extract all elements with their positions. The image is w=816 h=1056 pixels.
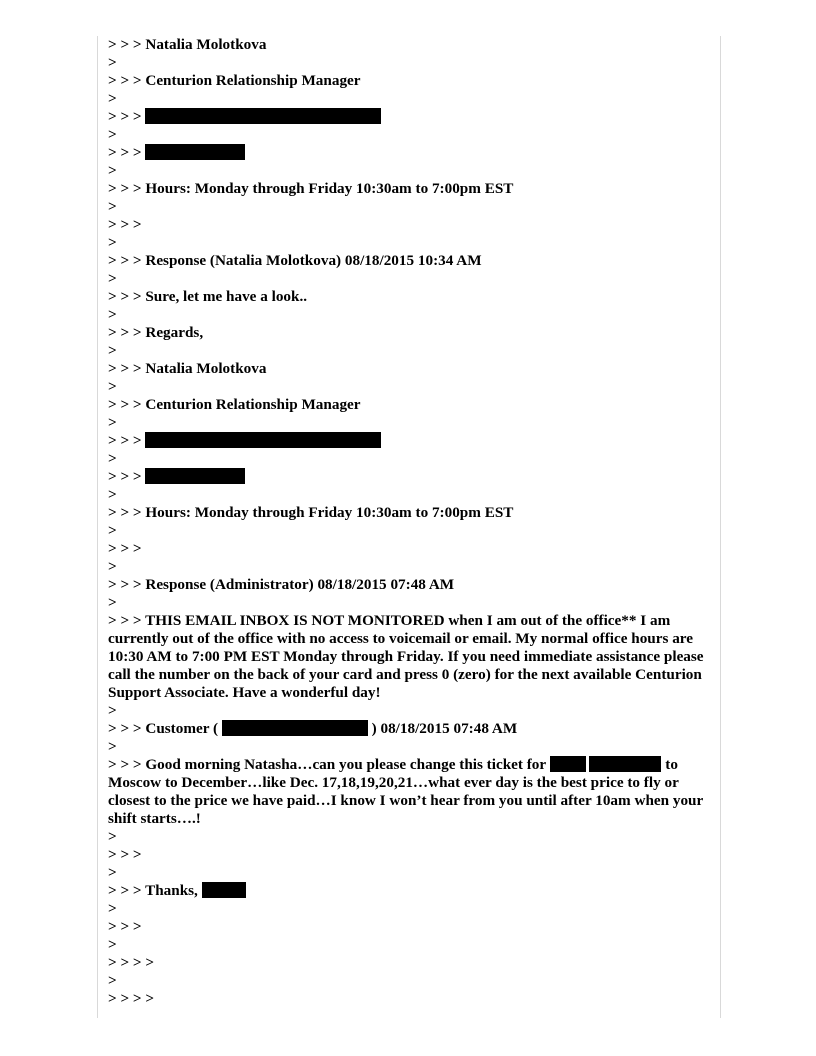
redaction-block [202,882,246,898]
quote-marker: > [108,162,117,179]
signature-regards: > > > Regards, [108,324,204,341]
redacted-line [108,144,704,162]
quote-marker: > [108,198,117,215]
quote-marker: > [108,702,117,719]
quote-marker: > [108,522,117,539]
quote-marker: > [108,378,117,395]
redaction-block [550,756,586,772]
response-header: > > > Response (Administrator) 08/18/2015 07:48 AM [108,576,455,593]
signature-title: > > > Centurion Relationship Manager [108,396,361,413]
signature-name: > > > Natalia Molotkova [108,360,267,377]
quote-marker: > [108,486,117,503]
quote-prefix: > > > [108,144,146,161]
quote-marker: > [108,558,117,575]
quote-prefix: > > > [108,468,146,485]
quote-marker: > [108,90,117,107]
quote-marker: > [108,972,117,989]
quote-marker: > [108,936,117,953]
customer-label: > > > Customer ( [108,720,222,737]
message-rest: to Moscow to December…like Dec. 17,18,19,20,21…what ever day is the best price to fly or closest to the price we have paid…I know I won’t hear from you until after 10am when your shift starts….! [108,756,707,827]
email-thread-body [108,36,708,1008]
redaction-block [145,144,245,160]
quote-marker: > [108,270,117,287]
redacted-line [108,108,704,126]
message-text: > > > Sure, let me have a look.. [108,288,308,305]
signature-title: > > > Centurion Relationship Manager [108,72,361,89]
redacted-line [108,468,704,486]
quote-marker: > > > [108,540,142,557]
redaction-block [222,720,368,736]
redaction-block [145,432,381,448]
quote-marker: > > > [108,846,142,863]
quote-prefix: > > > [108,108,146,125]
thanks-line [108,882,704,900]
redaction-block [145,468,245,484]
customer-header [108,720,704,738]
customer-message [108,756,707,828]
redaction-block [589,756,661,772]
quote-marker: > > > > [108,990,155,1007]
quote-marker: > [108,414,117,431]
quote-marker: > [108,900,117,917]
quote-marker: > > > > [108,954,155,971]
quote-marker: > [108,306,117,323]
signature-hours: > > > Hours: Monday through Friday 10:30am to 7:00pm EST [108,180,514,197]
redacted-line [108,432,704,450]
response-header: > > > Response (Natalia Molotkova) 08/18/2015 10:34 AM [108,252,482,269]
quote-marker: > > > [108,918,142,935]
quote-prefix: > > > [108,432,146,449]
quote-marker: > [108,342,117,359]
quote-marker: > [108,450,117,467]
quote-marker: > [108,126,117,143]
quote-marker: > [108,234,117,251]
auto-reply-text: > > > THIS EMAIL INBOX IS NOT MONITORED when I am out of the office** I am currently out of the office with no access to voicemail or email. My normal office hours are 10:30 AM to 7:00 PM EST Monday through Friday. If you need immediate assistance please call the number on the back of your card and press 0 (zero) for the next available Centurion Support Associate. Have a wonderful day! [108,612,708,701]
quote-marker: > [108,828,117,845]
quote-marker: > [108,594,117,611]
quote-marker: > [108,738,117,755]
signature-name: > > > Natalia Molotkova [108,36,267,53]
redaction-block [145,108,381,124]
quote-marker: > > > [108,216,142,233]
signature-hours: > > > Hours: Monday through Friday 10:30am to 7:00pm EST [108,504,514,521]
message-start: > > > Good morning Natasha…can you please change this ticket for [108,756,550,773]
thanks-label: > > > Thanks, [108,882,202,899]
customer-timestamp: ) 08/18/2015 07:48 AM [367,720,518,737]
quote-marker: > [108,54,117,71]
quote-marker: > [108,864,117,881]
